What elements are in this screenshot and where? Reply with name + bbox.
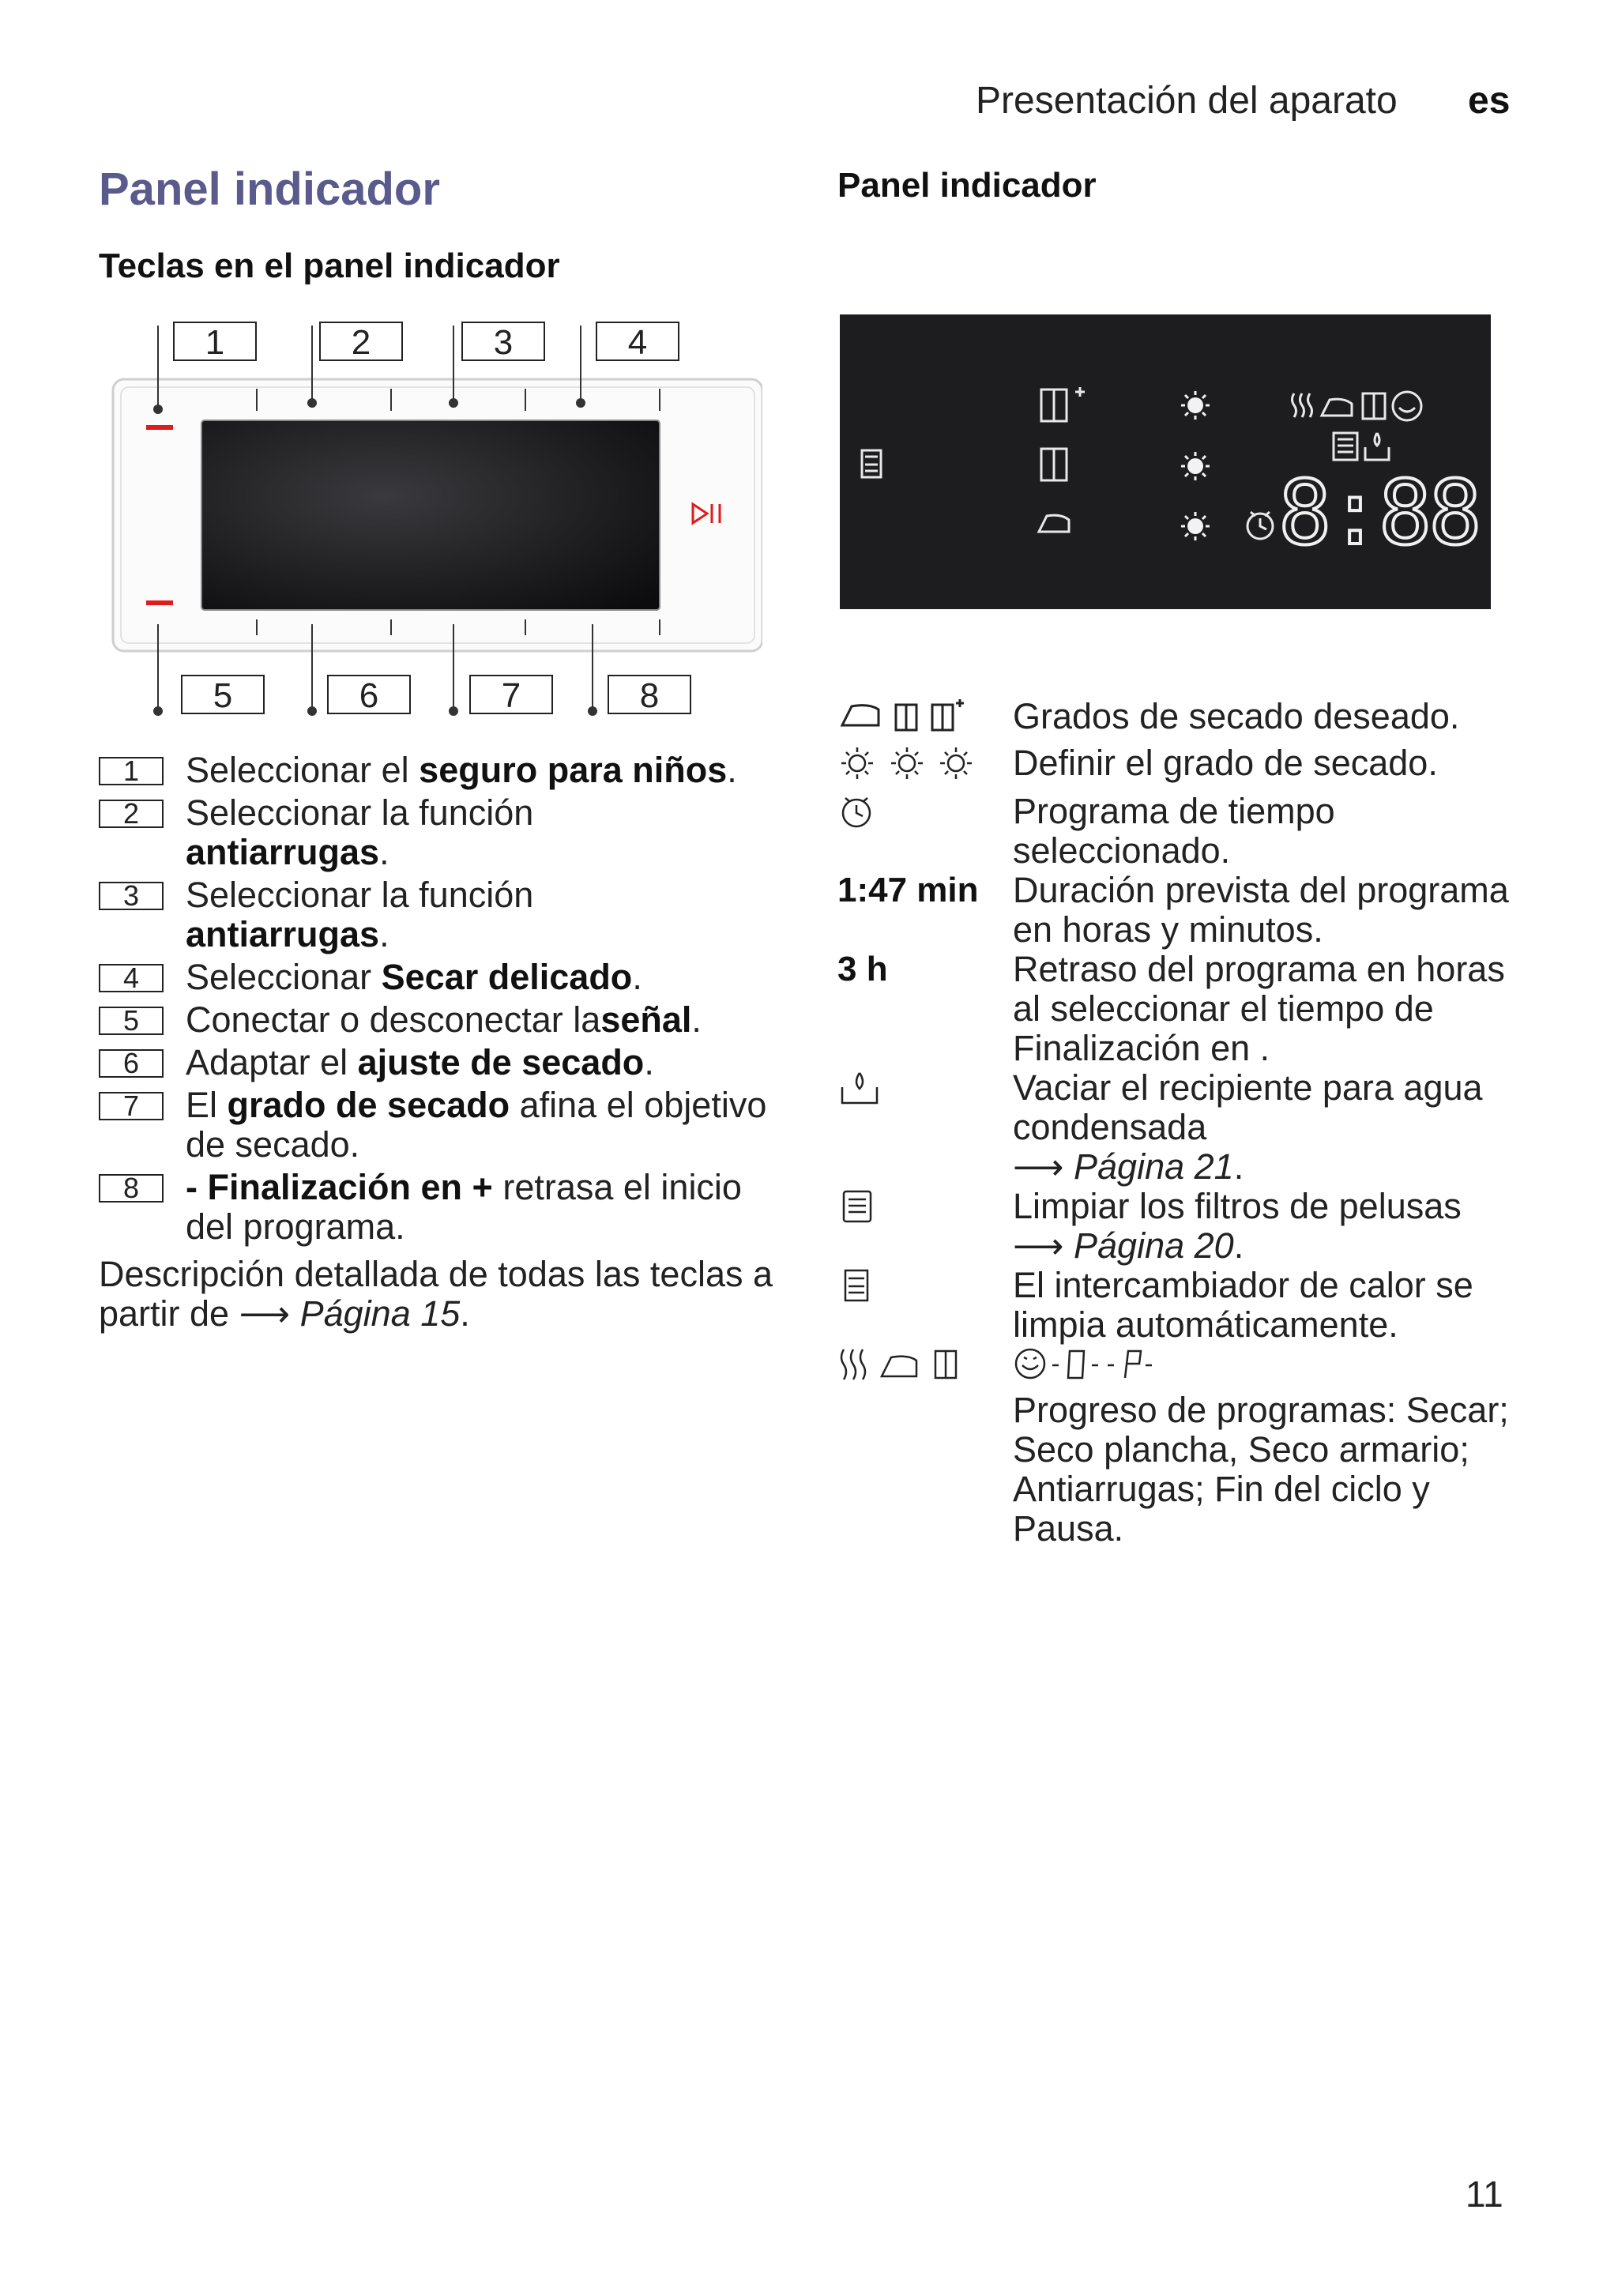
- steam-icon: [841, 1349, 865, 1379]
- delay-symbol: 3 h: [837, 950, 888, 988]
- sun-icon: [1187, 458, 1203, 474]
- keys-description: [99, 1255, 794, 1334]
- key-bold: grado de secado: [227, 1085, 510, 1125]
- header-section: Presentación del aparato: [976, 80, 1398, 122]
- iron-icon: [842, 706, 879, 725]
- keys-diagram: [99, 316, 762, 727]
- anti-crease-icon: [1016, 1349, 1044, 1378]
- legend-text: El intercambiador de calor se limpia automáticamente.: [1013, 1265, 1473, 1345]
- key-text-end: .: [379, 832, 389, 872]
- callout-label-1: 1: [205, 323, 225, 362]
- key-bold: seguro para niños: [419, 750, 728, 790]
- key-bold: señal: [600, 999, 692, 1040]
- legend-row-water-tank: Vaciar el recipiente para agua condensada ⟶ Página 21.: [837, 1068, 1517, 1187]
- legend-row-timer: [837, 792, 1517, 871]
- key-number: 6: [99, 1049, 164, 1078]
- callout-label-4: 4: [627, 323, 648, 362]
- key-number: 7: [99, 1092, 164, 1120]
- page-reference-link[interactable]: Página 20: [1074, 1225, 1234, 1266]
- key-bold: antiarrugas: [186, 914, 380, 954]
- callout-label-8: 8: [639, 676, 660, 715]
- key-item-6: [99, 1043, 794, 1082]
- legend-row-lint-filter: Limpiar los filtros de pelusas ⟶ Página 20.: [837, 1187, 1517, 1266]
- key-item-7: [99, 1086, 794, 1165]
- callout-label-2: 2: [351, 323, 371, 362]
- sun-icon: [1187, 397, 1203, 413]
- page-number: 11: [1466, 2174, 1503, 2215]
- key-bold: ajuste de secado: [357, 1042, 645, 1082]
- callout-label-7: 7: [501, 676, 521, 715]
- key-item-2: [99, 793, 794, 872]
- legend-text: Grados de secado deseado.: [1013, 696, 1460, 736]
- key-item-5: [99, 1000, 794, 1040]
- sun-icon: [940, 747, 972, 779]
- sun-icon: [891, 747, 923, 779]
- cupboard-icon: [935, 1351, 956, 1378]
- legend-text: Vaciar el recipiente para agua condensada: [1013, 1067, 1483, 1147]
- panel-screen: [201, 420, 660, 610]
- left-indicator-bottom: [146, 600, 173, 605]
- left-indicator-top: [146, 425, 173, 430]
- display-panel: [840, 314, 1491, 609]
- key-item-3: [99, 875, 794, 954]
- legend-text: Limpiar los filtros de pelusas: [1013, 1186, 1462, 1226]
- legend-row-delay: [837, 950, 1517, 1068]
- description-text: Descripción detallada de todas las teclas a partir de ⟶: [99, 1254, 773, 1334]
- key-text-end: .: [691, 999, 702, 1040]
- cupboard-icon: [896, 705, 916, 730]
- page-reference-link[interactable]: Página 15: [299, 1293, 461, 1334]
- legend-row-duration: [837, 871, 1517, 950]
- key-number: 1: [99, 757, 164, 785]
- key-text: Seleccionar la función: [186, 792, 534, 833]
- key-number: 2: [99, 800, 164, 828]
- legend-row-heat-exchanger: [837, 1266, 1517, 1345]
- key-number: 3: [99, 882, 164, 910]
- display-legend: [837, 697, 1517, 1549]
- key-text-end: .: [379, 914, 389, 954]
- iron-icon: [882, 1357, 916, 1376]
- legend-text: Programa de tiempo seleccionado.: [1013, 791, 1335, 871]
- key-text: Conectar o desconectar la: [186, 999, 601, 1040]
- key-text-end: retrasa el inicio del programa.: [186, 1167, 742, 1247]
- key-bold: antiarrugas: [186, 832, 380, 872]
- end-segment-icon: [1068, 1351, 1084, 1378]
- key-text-end: afina el objetivo de secado.: [186, 1085, 767, 1165]
- header-language: es: [1468, 80, 1511, 122]
- drying-target-icons: [837, 697, 980, 735]
- key-item-1: [99, 751, 794, 790]
- filter-icon: [837, 1187, 885, 1226]
- key-text: Seleccionar el: [186, 750, 420, 790]
- page-title: Panel indicador: [99, 164, 440, 215]
- key-item-4: [99, 958, 794, 997]
- program-progress-icons: [837, 1345, 980, 1384]
- legend-text: Duración prevista del programa en horas y minutos.: [1013, 870, 1509, 950]
- sun-icon: [841, 747, 873, 779]
- legend-text: Retraso del programa en horas al seleccionar el tiempo de Finalización en .: [1013, 949, 1505, 1068]
- water-tank-icon: [837, 1068, 885, 1108]
- key-number: 4: [99, 964, 164, 992]
- pause-segment-icon: [1125, 1351, 1141, 1378]
- legend-text: Definir el grado de secado.: [1013, 743, 1438, 783]
- heat-exchanger-icon: [837, 1266, 885, 1305]
- legend-row-program-progress: [837, 1345, 1517, 1549]
- key-text-end: .: [644, 1042, 654, 1082]
- program-progress-display-icons: [1013, 1345, 1202, 1383]
- key-number: 8: [99, 1174, 164, 1203]
- page-reference-link[interactable]: Página 21: [1074, 1146, 1234, 1187]
- key-item-8: [99, 1168, 794, 1247]
- callout-label-6: 6: [359, 676, 379, 715]
- keys-list: [99, 751, 794, 1250]
- key-bold: - Finalización en +: [186, 1167, 493, 1207]
- key-text: Adaptar el: [186, 1042, 358, 1082]
- legend-row-drying-level: [837, 743, 1517, 792]
- timer-icon: [837, 792, 885, 831]
- display-digits: 8:88: [1278, 462, 1479, 565]
- keys-heading: Teclas en el panel indicador: [99, 247, 560, 285]
- callout-label-5: 5: [213, 676, 233, 715]
- drying-level-icons: [837, 743, 988, 783]
- key-text: Seleccionar la función: [186, 875, 534, 915]
- key-text-end: .: [727, 750, 737, 790]
- duration-symbol: 1:47 min: [837, 871, 979, 909]
- legend-row-drying-target: [837, 697, 1517, 743]
- key-bold: Secar delicado: [381, 957, 633, 997]
- legend-text: Progreso de programas: Secar; Seco plancha, Seco armario; Antiarrugas; Fin del ciclo y Pausa.: [1013, 1390, 1509, 1549]
- display-heading: Panel indicador: [837, 166, 1097, 205]
- key-text: El: [186, 1085, 228, 1125]
- sun-icon: [1187, 518, 1203, 534]
- cupboard-plus-icon: [932, 699, 964, 730]
- description-end: .: [460, 1293, 470, 1334]
- key-number: 5: [99, 1007, 164, 1035]
- key-text-end: .: [632, 957, 642, 997]
- key-text: Seleccionar: [186, 957, 382, 997]
- callout-label-3: 3: [493, 323, 514, 362]
